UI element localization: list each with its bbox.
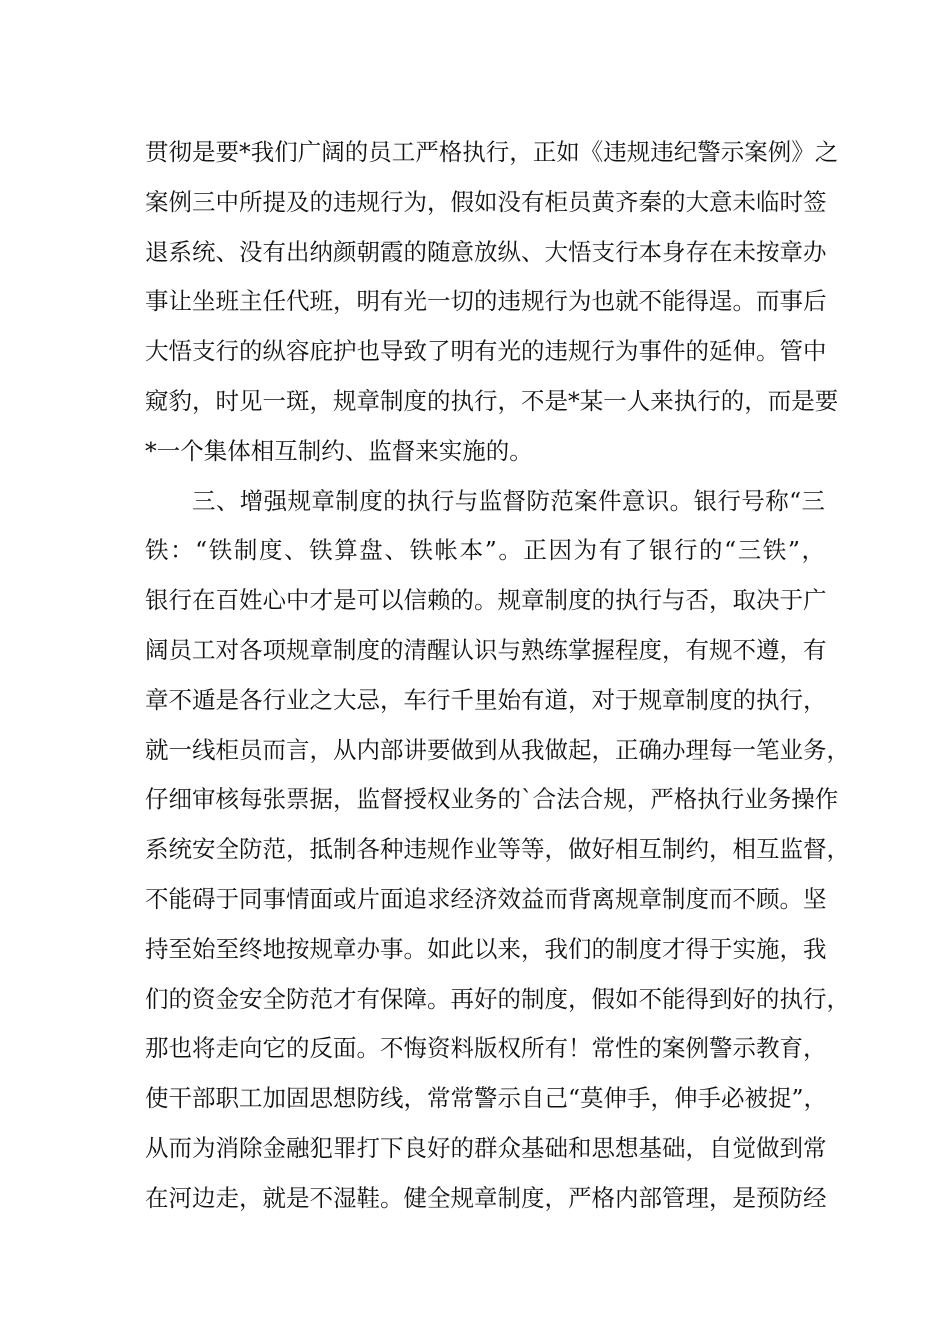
text-line-20: 使干部职工加固思想防线，常常警示自己“莫伸手，伸手必被捉”， xyxy=(145,1084,828,1113)
text-line-21: 从而为消除金融犯罪打下良好的群众基础和思想基础，自觉做到常 xyxy=(145,1133,827,1162)
text-line-18: 们的资金安全防范才有保障。再好的制度，假如不能得到好的执行， xyxy=(145,984,850,1013)
text-line-15: 系统安全防范，抵制各种违规作业等等，做好相互制约，相互监督， xyxy=(145,835,850,864)
text-line-2: 案例三中所提及的违规行为，假如没有柜员黄齐秦的大意未临时签 xyxy=(145,187,827,216)
text-line-4: 事让坐班主任代班，明有光一切的违规行为也就不能得逞。而事后 xyxy=(145,287,827,316)
text-line-13: 就一线柜员而言，从内部讲要做到从我做起，正确办理每一笔业务， xyxy=(145,735,850,764)
text-line-14: 仔细审核每张票据，监督授权业务的`合法合规，严格执行业务操作 xyxy=(145,785,839,814)
text-line-3: 退系统、没有出纳颜朝霞的随意放纵、大悟支行本身存在未按章办 xyxy=(145,237,827,266)
text-line-7: *一个集体相互制约、监督来实施的。 xyxy=(145,436,533,465)
text-line-8: 三、增强规章制度的执行与监督防范案件意识。银行号称“三 xyxy=(192,486,825,515)
body-text xyxy=(145,128,850,1224)
text-line-19: 那也将走向它的反面。不悔资料版权所有！常性的案例警示教育， xyxy=(145,1034,827,1063)
text-line-22: 在河边走，就是不湿鞋。健全规章制度，严格内部管理，是预防经 xyxy=(145,1183,827,1212)
text-line-10: 银行在百姓心中才是可以信赖的。规章制度的执行与否，取决于广 xyxy=(145,586,827,615)
text-line-17: 持至始至终地按规章办事。如此以来，我们的制度才得于实施，我 xyxy=(145,934,827,963)
text-line-11: 阔员工对各项规章制度的清醒认识与熟练掌握程度，有规不遵，有 xyxy=(145,635,827,664)
text-line-16: 不能碍于同事情面或片面追求经济效益而背离规章制度而不顾。坚 xyxy=(145,884,827,913)
text-line-1: 贯彻是要*我们广阔的员工严格执行，正如《违规违纪警示案例》之 xyxy=(145,138,839,166)
text-line-5: 大悟支行的纵容庇护也导致了明有光的违规行为事件的延伸。管中 xyxy=(145,337,827,366)
text-line-6: 窥豹，时见一斑，规章制度的执行，不是*某一人来执行的，而是要 xyxy=(145,386,839,415)
text-line-9: 铁：“铁制度、铁算盘、铁帐本”。正因为有了银行的“三铁”， xyxy=(145,536,825,565)
text-line-12: 章不遁是各行业之大忌，车行千里始有道，对于规章制度的执行， xyxy=(145,685,827,714)
